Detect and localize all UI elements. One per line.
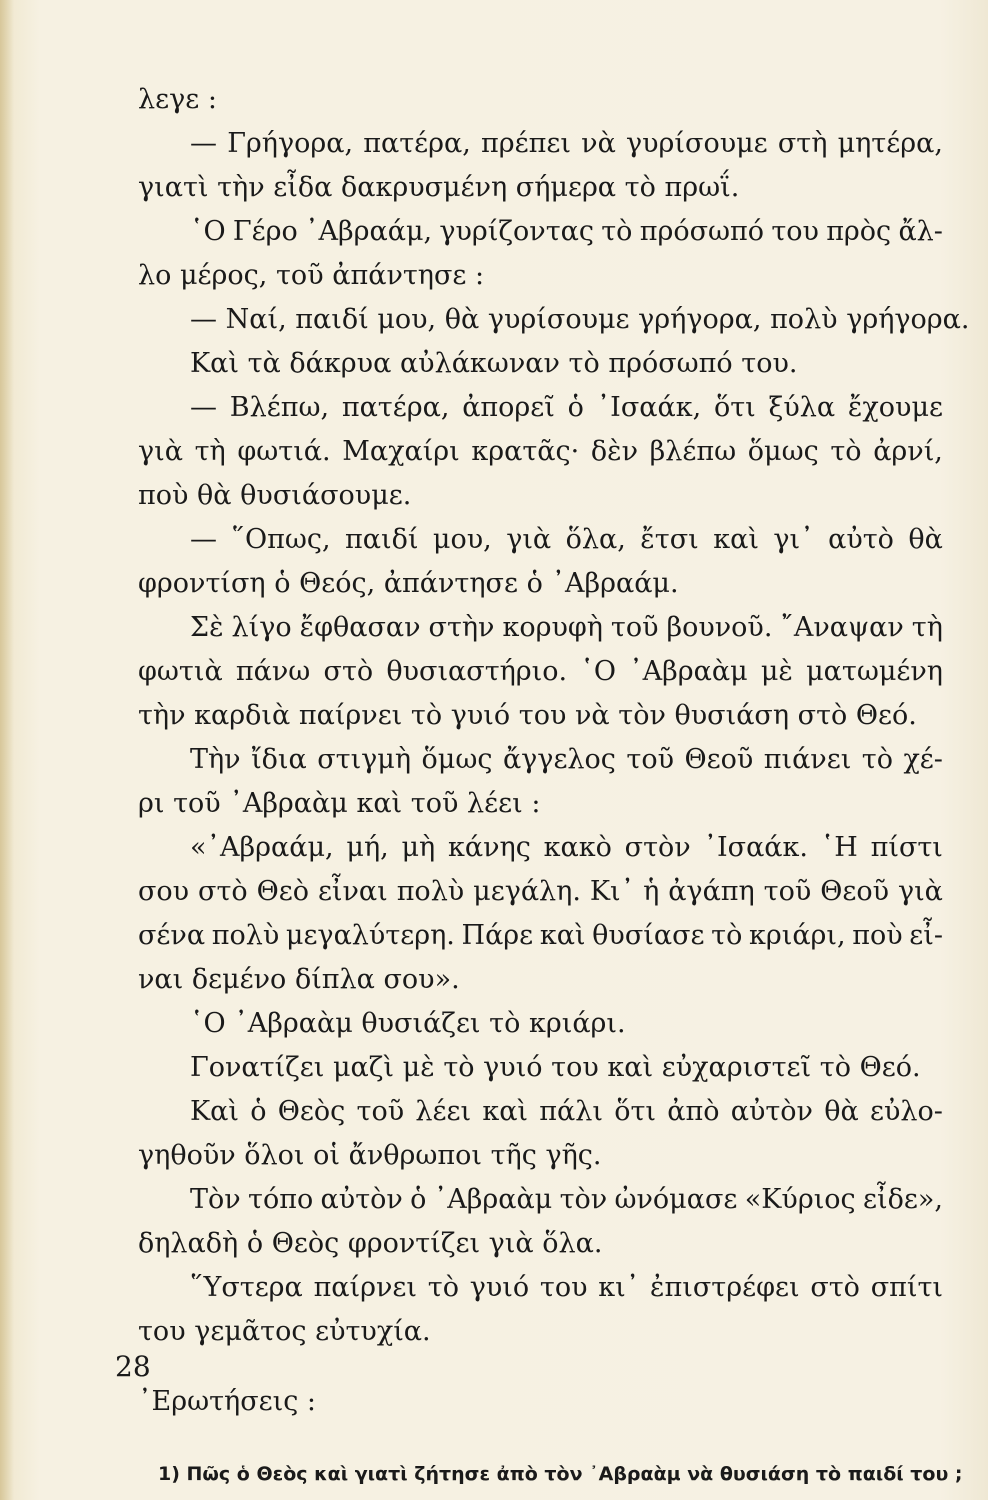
text-line: φροντίση ὁ Θεός, ἀπάντησε ὁ ᾿Αβραάμ.	[138, 568, 679, 599]
text-line: — Ναί, παιδί μου, θὰ γυρίσουμε γρήγορα, πολὺ γρήγορα.	[190, 304, 970, 335]
text-line: Γονατίζει μαζὶ μὲ τὸ γυιό του καὶ εὐχαριστεῖ τὸ Θεό.	[190, 1052, 921, 1083]
text-line: λο μέρος, τοῦ ἀπάντησε :	[138, 260, 485, 291]
text-line: Τὴν ἴδια στιγμὴ ὅμως ἄγγελος τοῦ Θεοῦ πιάνει τὸ χέ-	[190, 744, 943, 775]
text-line: «᾿Αβραάμ, μή, μὴ κάνης κακὸ στὸν ᾿Ισαάκ. ῾Η πίστι	[190, 832, 943, 863]
text-line: γιὰ τὴ φωτιά. Μαχαίρι κρατᾶς· δὲν βλέπω ὅμως τὸ ἀρνί,	[138, 436, 943, 467]
text-line: γηθοῦν ὅλοι οἱ ἄνθρωποι τῆς γῆς.	[138, 1140, 602, 1171]
text-line: — Γρήγορα, πατέρα, πρέπει νὰ γυρίσουμε στὴ μητέρα,	[190, 128, 943, 159]
question-1: 1) Πῶς ὁ Θεὸς καὶ γιατὶ ζήτησε ἀπὸ τὸν ᾿Αβραὰμ νὰ θυσιάση τὸ παιδί του ;	[158, 1463, 963, 1485]
text-line: τὴν καρδιὰ παίρνει τὸ γυιό του νὰ τὸν θυσιάση στὸ Θεό.	[138, 700, 917, 731]
text-line: ῞Υστερα παίρνει τὸ γυιό του κι᾿ ἐπιστρέφει στὸ σπίτι	[190, 1272, 943, 1303]
text-line: σου στὸ Θεὸ εἶναι πολὺ μεγάλη. Κι᾿ ἡ ἀγάπη τοῦ Θεοῦ γιὰ	[138, 876, 943, 907]
text-line: ρι τοῦ ᾿Αβραὰμ καὶ τοῦ λέει :	[138, 788, 541, 819]
text-lines	[138, 78, 970, 1354]
questions-heading: ᾿Ερωτήσεις :	[138, 1386, 317, 1417]
main-text	[138, 78, 970, 1496]
page-number: 28	[115, 1350, 151, 1383]
text-line: ῾Ο ᾿Αβραὰμ θυσιάζει τὸ κριάρι.	[190, 1008, 626, 1039]
text-line: ῾Ο Γέρο ᾿Αβραάμ, γυρίζοντας τὸ πρόσωπό του πρὸς ἄλ-	[190, 216, 943, 247]
text-line: — ῞Οπως, παιδί μου, γιὰ ὅλα, ἔτσι καὶ γι᾿ αὐτὸ θὰ	[190, 524, 943, 555]
text-line: δηλαδὴ ὁ Θεὸς φροντίζει γιὰ ὅλα.	[138, 1228, 603, 1259]
text-line: ποὺ θὰ θυσιάσουμε.	[138, 480, 412, 511]
text-line: Καὶ τὰ δάκρυα αὐλάκωναν τὸ πρόσωπό του.	[190, 348, 798, 379]
text-line: του γεμᾶτος εὐτυχία.	[138, 1316, 431, 1347]
text-line: σένα πολὺ μεγαλύτερη. Πάρε καὶ θυσίασε τὸ κριάρι, ποὺ εἶ-	[138, 920, 943, 951]
text-line: — Βλέπω, πατέρα, ἀπορεῖ ὁ ᾿Ισαάκ, ὅτι ξύλα ἔχουμε	[190, 392, 943, 423]
text-line: Σὲ λίγο ἔφθασαν στὴν κορυφὴ τοῦ βουνοῦ. ῎Αναψαν τὴ	[190, 612, 943, 643]
text-line: φωτιὰ πάνω στὸ θυσιαστήριο. ῾Ο ᾿Αβραὰμ μὲ ματωμένη	[138, 656, 943, 687]
text-line: Τὸν τόπο αὐτὸν ὁ ᾿Αβραὰμ τὸν ὠνόμασε «Κύριος εἶδε»,	[190, 1184, 943, 1215]
text-line: γιατὶ τὴν εἶδα δακρυσμένη σήμερα τὸ πρωΐ.	[138, 172, 740, 203]
text-line: ναι δεμένο δίπλα σου».	[138, 964, 460, 995]
text-line: Καὶ ὁ Θεὸς τοῦ λέει καὶ πάλι ὅτι ἀπὸ αὐτὸν θὰ εὐλο-	[190, 1096, 943, 1127]
text-line: λεγε :	[138, 84, 217, 115]
page-gutter-shadow	[0, 0, 14, 1500]
